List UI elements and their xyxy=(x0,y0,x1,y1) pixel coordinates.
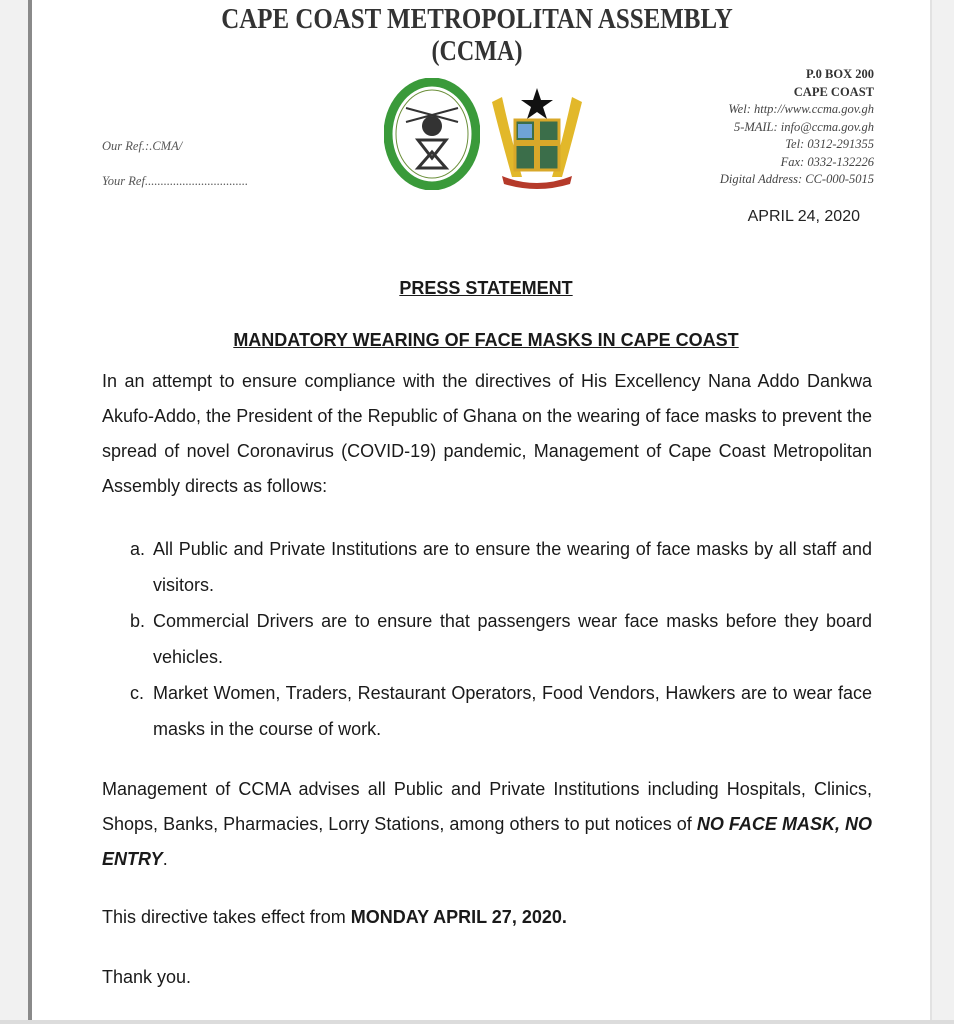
intro-paragraph: In an attempt to ensure compliance with the directives of His Excellency Nana Addo Dankwa Akufo-Addo, the President of the Republic of Ghana on the wearing of face masks to prevent the spread of novel Coronavirus (COVID-19) pandemic, Management of Cape Coast Metropolitan Assembly directs as follows: xyxy=(102,371,872,496)
list-item-text: All Public and Private Institutions are to ensure the wearing of face masks by all staff and visitors. xyxy=(153,539,872,595)
your-reference: Your Ref................................. xyxy=(102,174,249,188)
ccma-seal-logo xyxy=(384,78,480,190)
effective-date: MONDAY APRIL 27, 2020. xyxy=(350,907,567,927)
list-letter: c. xyxy=(130,683,145,703)
list-item xyxy=(130,675,872,747)
press-statement-heading: PRESS STATEMENT xyxy=(399,278,573,298)
po-box: P.0 BOX 200 xyxy=(806,67,874,81)
effect-text: This directive takes effect from xyxy=(102,907,351,927)
digital-address: Digital Address: CC-000-5015 xyxy=(719,172,874,186)
page-bottom-edge xyxy=(0,1020,954,1024)
advice-end: . xyxy=(162,849,168,869)
website: Wel: http://www.ccma.gov.gh xyxy=(728,102,874,116)
directives-list xyxy=(130,531,872,747)
list-item xyxy=(130,531,872,603)
our-reference: Our Ref.:.CMA/ xyxy=(102,139,183,153)
organization-title: CAPE COAST METROPOLITAN ASSEMBLY xyxy=(221,3,733,35)
fax: Fax: 0332-132226 xyxy=(780,154,874,169)
effective-date-paragraph xyxy=(102,900,872,935)
advice-text: Management of CCMA advises all Public and Private Institutions including Hospitals, Clinics, Shops, Banks, Pharmacies, Lorry Stations, among others to put notices of xyxy=(102,779,872,834)
list-letter: b. xyxy=(130,611,146,631)
statement-subheading: MANDATORY WEARING OF FACE MASKS IN CAPE COAST xyxy=(233,330,739,350)
city: CAPE COAST xyxy=(793,84,874,99)
advice-paragraph xyxy=(102,772,872,877)
email: 5-MAIL: info@ccma.gov.gh xyxy=(733,119,874,134)
organization-abbreviation: (CCMA) xyxy=(431,36,523,67)
telephone: Tel: 0312-291355 xyxy=(785,137,874,151)
list-letter: a. xyxy=(130,539,146,559)
list-item-text: Market Women, Traders, Restaurant Operators, Food Vendors, Hawkers are to wear face masks in the course of work. xyxy=(153,683,872,739)
letter-date: APRIL 24, 2020 xyxy=(747,208,860,225)
no-mask-no-entry-emphasis: NO FACE MASK, NO ENTRY xyxy=(102,814,872,869)
ghana-coat-of-arms-logo xyxy=(482,82,592,192)
list-item xyxy=(130,603,872,675)
contact-address-block xyxy=(720,66,874,189)
closing-text: Thank you. xyxy=(102,967,192,987)
list-item-text: Commercial Drivers are to ensure that passengers wear face masks before they board vehicles. xyxy=(153,611,872,667)
